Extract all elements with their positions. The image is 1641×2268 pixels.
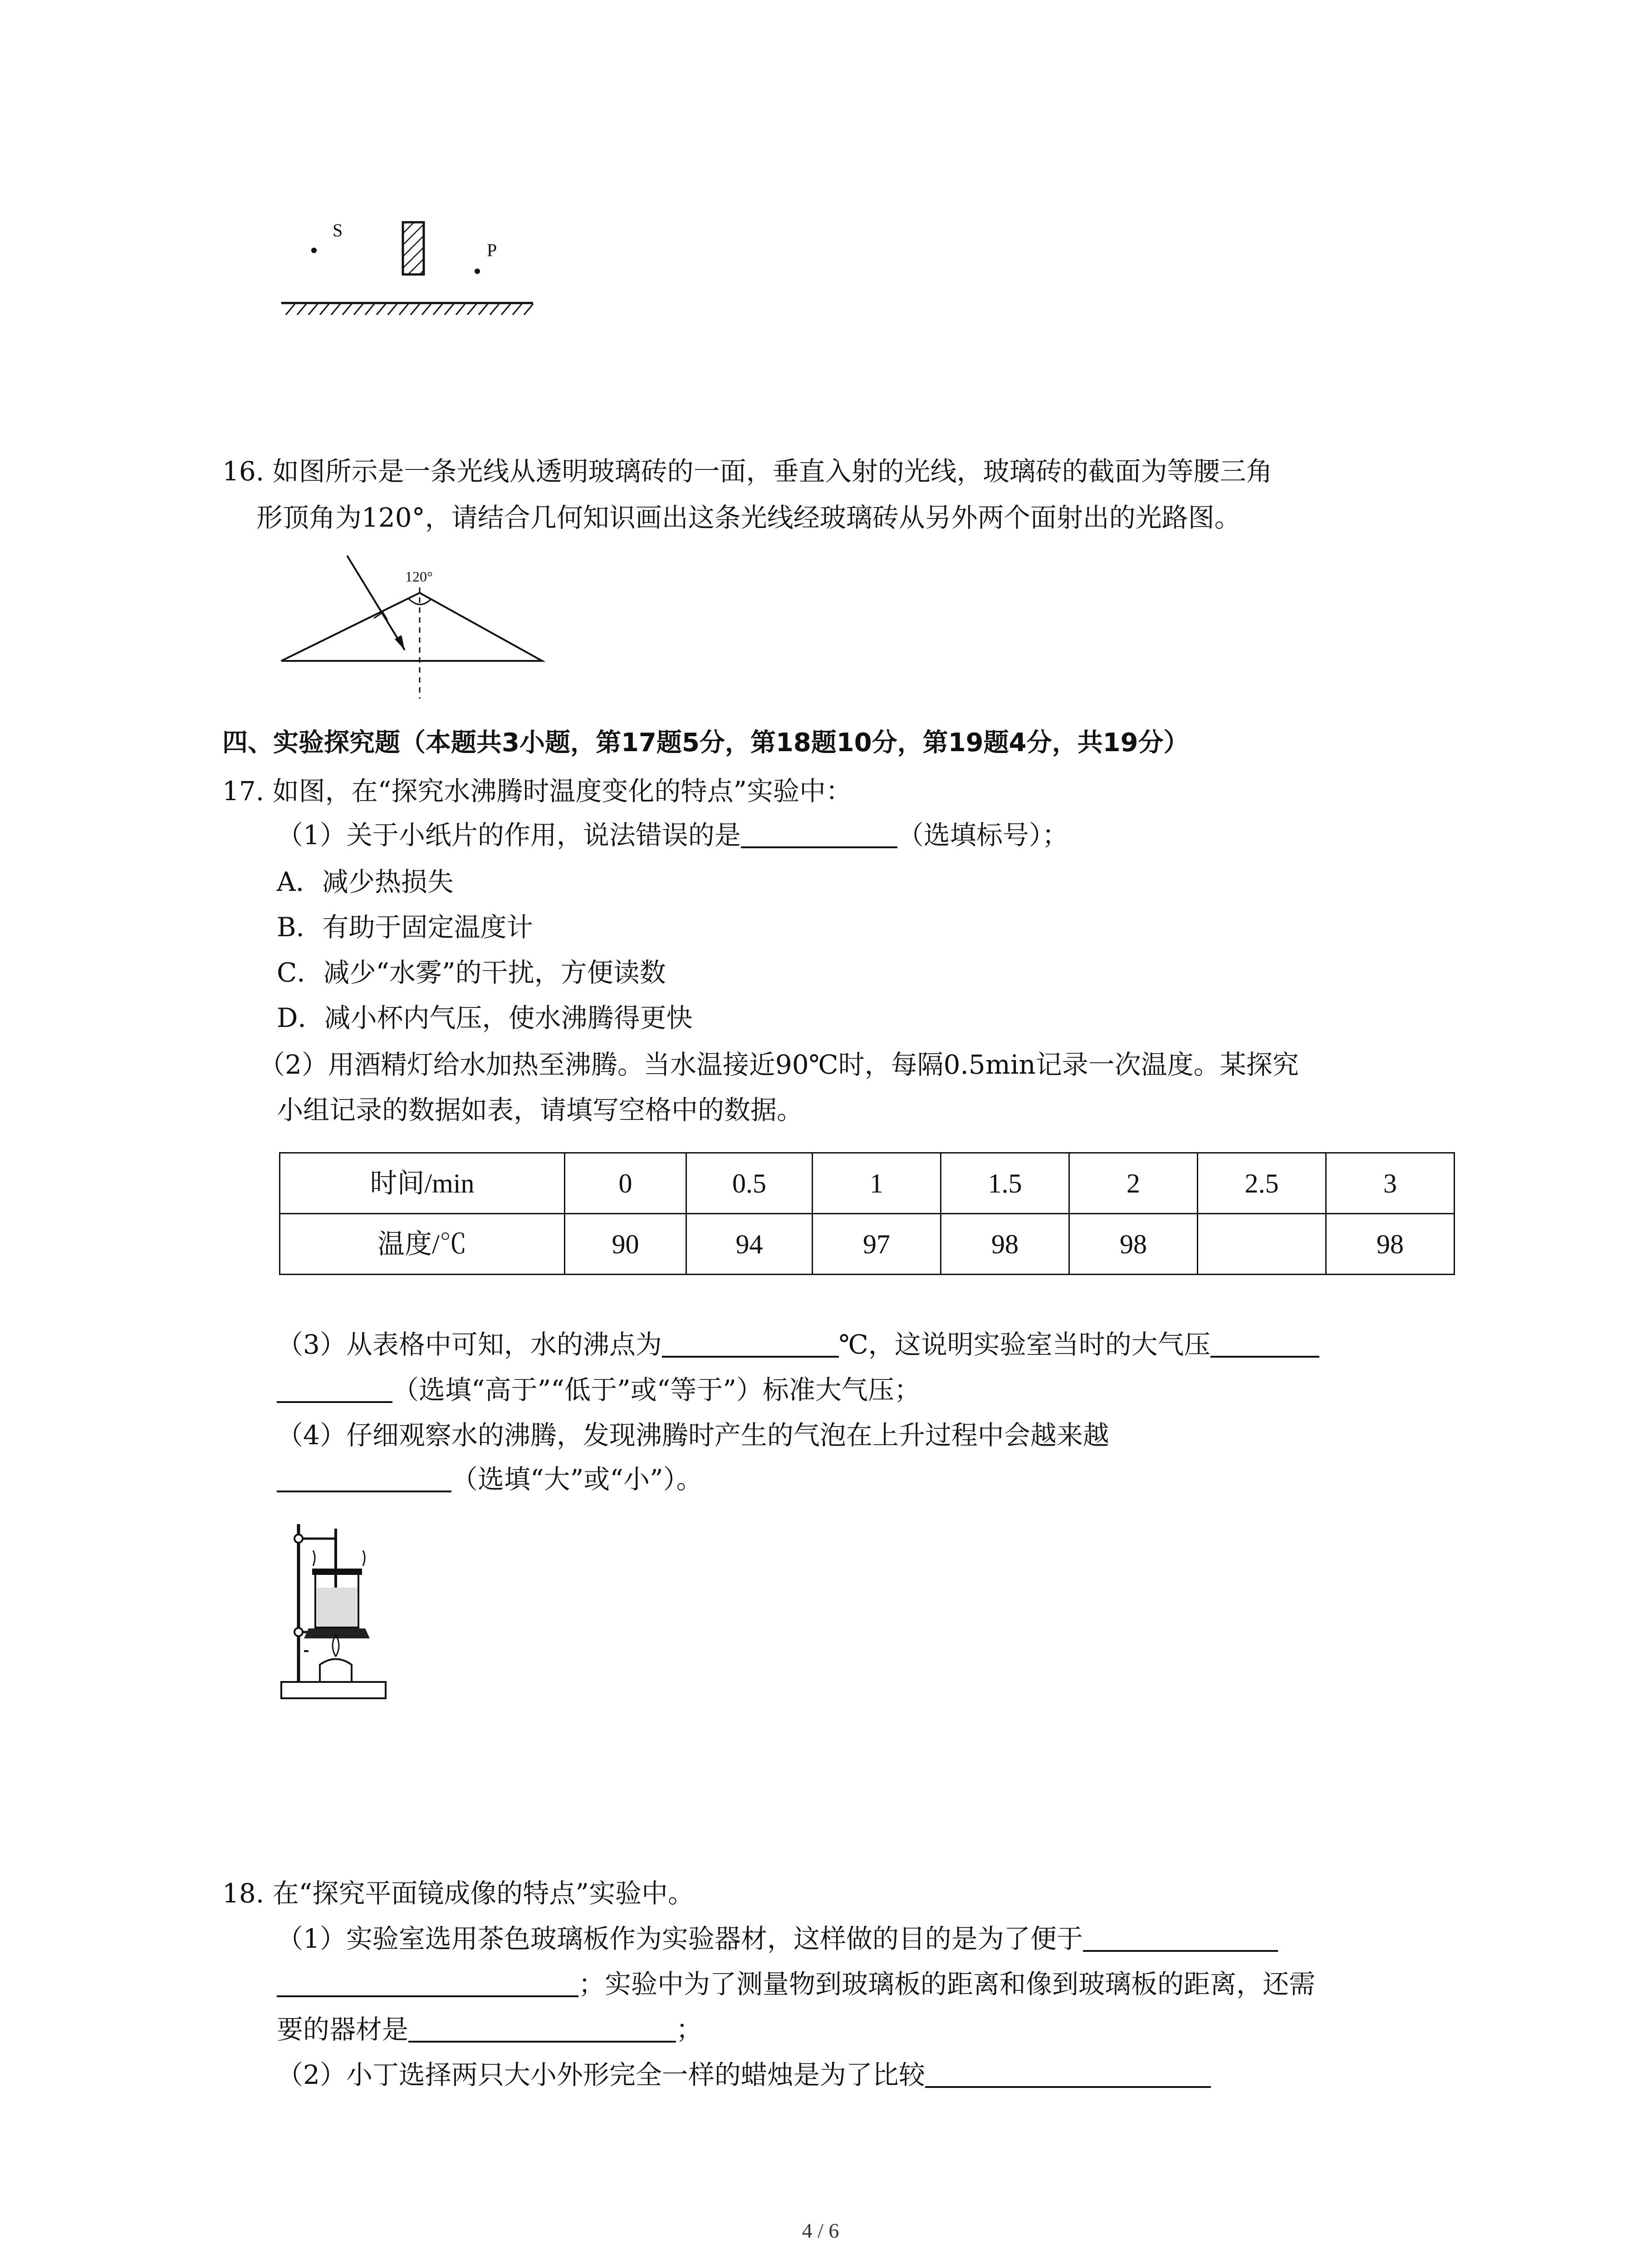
opaque-block xyxy=(403,222,424,274)
table-cell: 98 xyxy=(1069,1214,1198,1275)
table-cell: 2.5 xyxy=(1198,1153,1326,1214)
table-row-time xyxy=(280,1153,1455,1214)
q17-option-a: A．减少热损失 xyxy=(277,866,454,897)
q18-part1-line2 xyxy=(277,1971,1315,1997)
q17-part2-line2: 小组记录的数据如表，请填写空格中的数据。 xyxy=(277,1095,803,1125)
table-cell: 0.5 xyxy=(686,1153,813,1214)
table-cell: 98 xyxy=(1326,1214,1455,1275)
alcohol-lamp xyxy=(320,1659,352,1682)
table-cell: 1 xyxy=(813,1153,941,1214)
table-header-time: 时间/min xyxy=(280,1153,565,1214)
q16-line1: 16. 如图所示是一条光线从透明玻璃砖的一面，垂直入射的光线，玻璃砖的截面为等腰三角 xyxy=(222,456,1273,487)
q16-line2: 形顶角为120°，请结合几何知识画出这条光线经玻璃砖从另外两个面射出的光路图。 xyxy=(256,502,1241,533)
q17-p1-suffix: （选填标号）； xyxy=(897,820,1068,850)
q17-intro: 17. 如图，在“探究水沸腾时温度变化的特点”实验中： xyxy=(222,776,852,807)
table-cell: 98 xyxy=(941,1214,1069,1275)
table-cell: 0 xyxy=(565,1153,686,1214)
apparatus-base xyxy=(281,1682,386,1698)
q17-part3 xyxy=(277,1331,1319,1358)
q17-option-c: C．减少“水雾”的干扰，方便读数 xyxy=(277,957,666,988)
q18-part2 xyxy=(277,2059,1211,2090)
temperature-table xyxy=(279,1152,1455,1275)
ground-hatching xyxy=(286,304,533,315)
prism-triangle xyxy=(281,593,542,661)
section4-heading: 四、实验探究题（本题共3小题，第17题5分，第18题10分，第19题4分，共19分） xyxy=(222,728,1189,758)
table-cell: 94 xyxy=(686,1214,813,1275)
angle-label-120: 120° xyxy=(405,568,433,585)
figure-boiling-apparatus xyxy=(277,1515,395,1710)
page-number: 4 / 6 xyxy=(802,2219,839,2242)
q17-p3-suffix: （选填“高于”“低于”或“等于”）标准大气压； xyxy=(392,1374,921,1405)
q17-option-d: D．减小杯内气压，使水沸腾得更快 xyxy=(277,1002,693,1033)
q17-p1-text: （1）关于小纸片的作用，说法错误的是 xyxy=(277,820,741,850)
table-cell: 2 xyxy=(1069,1153,1198,1214)
table-cell: 97 xyxy=(813,1214,941,1275)
q17-part4: （4）仔细观察水的沸腾，发现沸腾时产生的气泡在上升过程中会越来越 xyxy=(277,1420,1109,1451)
q17-p1-answer-blank[interactable] xyxy=(741,823,897,848)
label-p: P xyxy=(487,240,497,260)
q17-part2-line1: （2）用酒精灯给水加热至沸腾。当水温接近90℃时，每隔0.5min记录一次温度。某探究 xyxy=(259,1049,1299,1080)
figure-s-p-block xyxy=(272,213,544,318)
table-cell: 90 xyxy=(565,1214,686,1275)
q18-p1-mid: ；实验中为了测量物到玻璃板的距离和像到玻璃板的距离，还需 xyxy=(578,1969,1316,1999)
table-cell-blank[interactable] xyxy=(1198,1214,1326,1275)
q18-p1-tool-text: 要的器材是 xyxy=(277,2014,409,2045)
q18-p1-end: ； xyxy=(676,2014,703,2045)
q17-p4-answer-blank[interactable] xyxy=(277,1467,451,1492)
q17-option-b: B．有助于固定温度计 xyxy=(277,912,533,943)
incident-ray xyxy=(347,556,405,650)
q18-p1-purpose-blank[interactable] xyxy=(1083,1926,1278,1952)
q17-part3-cont xyxy=(277,1374,921,1405)
q18-intro: 18. 在“探究平面镜成像的特点”实验中。 xyxy=(222,1878,694,1909)
paper-lid xyxy=(312,1569,362,1575)
q17-part1 xyxy=(277,822,1068,848)
q17-p4-suffix: （选填“大”或“小”）。 xyxy=(451,1464,703,1495)
q17-p3-text: （3）从表格中可知，水的沸点为 xyxy=(277,1329,662,1360)
table-header-temp: 温度/℃ xyxy=(280,1214,565,1275)
q18-p1-text: （1）实验室选用茶色玻璃板作为实验器材，这样做的目的是为了便于 xyxy=(277,1923,1083,1954)
table-cell: 3 xyxy=(1326,1153,1455,1214)
q17-p3-mid: ℃，这说明实验室当时的大气压 xyxy=(838,1329,1210,1360)
label-s: S xyxy=(333,220,343,240)
q17-p3-pressure-blank-cont[interactable] xyxy=(277,1378,392,1403)
q17-p3-pressure-blank[interactable] xyxy=(1210,1332,1319,1358)
q18-p2-compare-blank[interactable] xyxy=(925,2063,1211,2088)
point-s xyxy=(311,248,317,253)
q17-p3-boiling-blank[interactable] xyxy=(662,1332,839,1358)
q17-part4-cont xyxy=(277,1464,703,1495)
table-cell: 1.5 xyxy=(941,1153,1069,1214)
q18-part1-line1 xyxy=(277,1923,1278,1954)
q18-p1-purpose-blank-cont[interactable] xyxy=(277,1972,578,1997)
q18-p2-text: （2）小丁选择两只大小外形完全一样的蜡烛是为了比较 xyxy=(277,2059,925,2090)
figure-glass-prism xyxy=(272,542,554,705)
point-p xyxy=(475,269,480,274)
q18-p1-tool-blank[interactable] xyxy=(408,2017,676,2043)
q18-part1-line3 xyxy=(277,2016,702,2043)
table-row-temp xyxy=(280,1214,1455,1275)
